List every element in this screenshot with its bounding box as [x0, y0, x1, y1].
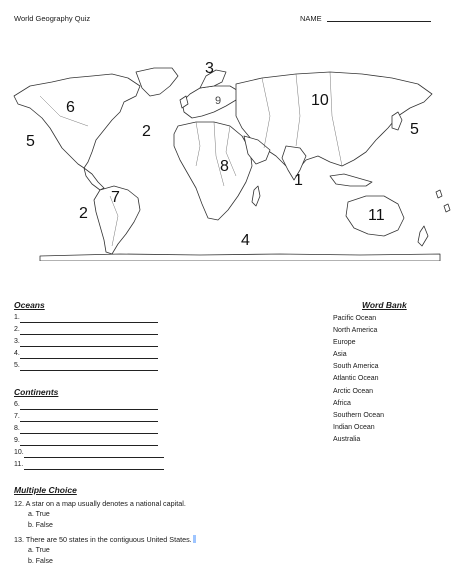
question-13-option-a[interactable]: a. True [28, 547, 50, 554]
antarctica-shape [40, 254, 440, 261]
answer-number: 3. [14, 338, 20, 345]
word-bank-heading: Word Bank [362, 300, 407, 310]
continent-answer-7[interactable] [14, 413, 164, 423]
central-america-shape [84, 168, 104, 190]
ocean-answer-3[interactable] [14, 338, 164, 348]
answer-number: 5. [14, 362, 20, 369]
continent-answer-10[interactable] [14, 449, 166, 459]
map-label-1: 1 [294, 172, 303, 189]
answer-number: 7. [14, 413, 20, 420]
answer-number: 6. [14, 401, 20, 408]
africa-shape [174, 122, 252, 220]
madagascar-shape [252, 186, 260, 206]
ocean-answer-5[interactable] [14, 362, 164, 372]
continent-answer-8[interactable] [14, 425, 164, 435]
word-bank-item: South America [333, 363, 379, 370]
map-label-5-right: 5 [410, 121, 419, 138]
name-field-line[interactable] [327, 21, 431, 22]
answer-number: 1. [14, 314, 20, 321]
word-bank-item: North America [333, 327, 378, 334]
word-bank-item: Southern Ocean [333, 412, 384, 419]
answer-number: 4. [14, 350, 20, 357]
continents-heading: Continents [14, 387, 59, 397]
word-bank-item: Europe [333, 339, 356, 346]
pacific-island-shape [436, 190, 442, 198]
word-bank-item: Asia [333, 351, 347, 358]
greenland-shape [136, 68, 178, 96]
question-12: 12. A star on a map usually denotes a national capital. [14, 499, 186, 508]
answer-number: 11. [14, 461, 24, 468]
north-america-shape [14, 74, 140, 168]
question-13-text: 13. There are 50 states in the contiguous United States. [14, 535, 192, 544]
continent-answer-6[interactable] [14, 401, 164, 411]
ocean-answer-1[interactable] [14, 314, 164, 324]
word-bank-item: Indian Ocean [333, 424, 375, 431]
new-zealand-shape [418, 226, 428, 246]
question-13 [14, 535, 196, 544]
pacific-island-shape [444, 204, 450, 212]
quiz-title: World Geography Quiz [14, 14, 91, 23]
answer-number: 8. [14, 425, 20, 432]
map-label-10: 10 [311, 92, 329, 109]
map-label-3: 3 [205, 60, 214, 77]
text-cursor [193, 535, 196, 543]
multiple-choice-heading: Multiple Choice [14, 485, 77, 495]
europe-shape [182, 86, 240, 118]
continent-answer-11[interactable] [14, 461, 166, 471]
map-label-4: 4 [241, 232, 250, 249]
name-label: NAME [300, 14, 322, 23]
question-13-option-b[interactable]: b. False [28, 558, 53, 565]
word-bank-item: Atlantic Ocean [333, 375, 379, 382]
word-bank-item: Australia [333, 436, 361, 443]
continent-answer-9[interactable] [14, 437, 164, 447]
question-12-option-b[interactable]: b. False [28, 522, 53, 529]
map-label-2-top: 2 [142, 123, 151, 140]
ocean-answer-4[interactable] [14, 350, 164, 360]
indonesia-shape [330, 174, 372, 186]
map-label-7: 7 [111, 189, 120, 206]
word-bank-item: Africa [333, 400, 351, 407]
question-12-option-a[interactable]: a. True [28, 511, 50, 518]
word-bank-item: Pacific Ocean [333, 315, 377, 322]
answer-number: 10. [14, 449, 24, 456]
map-label-5-left: 5 [26, 133, 35, 150]
map-label-8: 8 [220, 158, 229, 175]
answer-number: 2. [14, 326, 20, 333]
map-label-9: 9 [215, 95, 222, 107]
map-label-2-bottom: 2 [79, 205, 88, 222]
ocean-answer-2[interactable] [14, 326, 164, 336]
oceans-heading: Oceans [14, 300, 45, 310]
map-label-6: 6 [66, 99, 75, 116]
world-map [0, 56, 474, 261]
answer-number: 9. [14, 437, 20, 444]
word-bank-item: Arctic Ocean [333, 388, 374, 395]
map-label-11: 11 [368, 207, 385, 224]
